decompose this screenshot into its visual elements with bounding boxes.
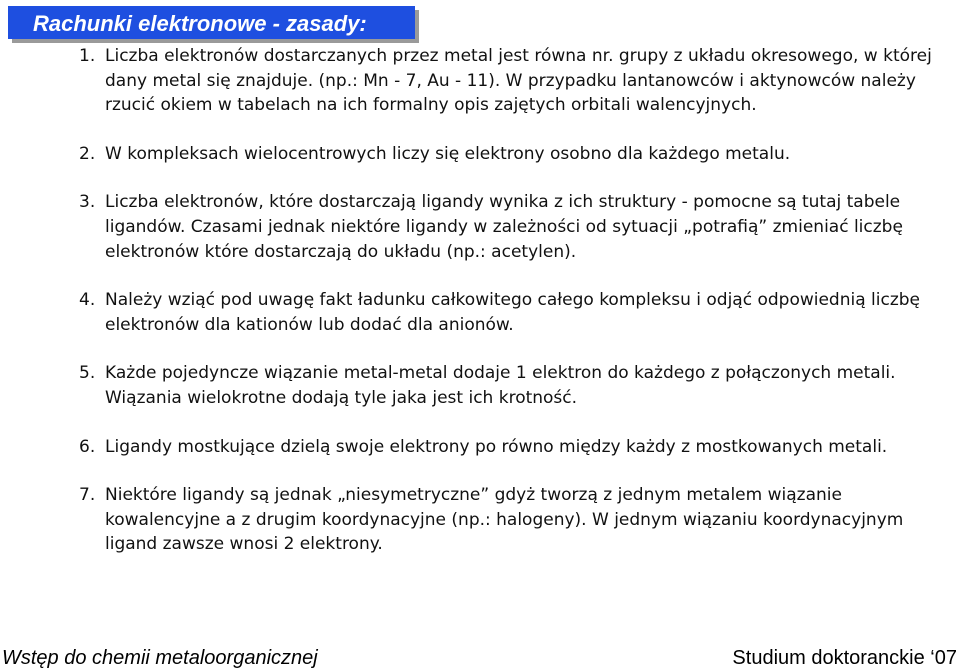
rule-text: Każde pojedyncze wiązanie metal-metal dodaje 1 elektron do każdego z połączonych metali. Wiązania wielokrotne dodają tyle jaka jest ich krotność. [105,363,896,408]
rule-number: 1. [79,46,96,66]
footer-program-name: Studium doktoranckie ‘07 [732,647,957,669]
rules-list [79,44,934,557]
rule-number: 4. [79,290,96,311]
rule-item [79,142,934,167]
slide-title: Rachunki elektronowe - zasady: [33,11,367,36]
rule-item [79,44,934,118]
rule-number: 2. [79,143,96,164]
footer-course-name: Wstęp do chemii metaloorganicznej [2,647,318,669]
rule-text: Liczba elektronów, które dostarczają ligandy wynika z ich struktury - pomocne są tutaj tabele ligandów. Czasami jednak niektóre ligandy w zależności od sytuacji „potrafią” zmieniać liczbę elektronów które dostarczają do układu (np.: acetylen). [105,192,903,262]
rule-text: Liczba elektronów dostarczanych przez metal jest równa nr. grupy z układu okresowego, w której dany metal się znajduje. (np.: Mn - 7, Au - 11). W przypadku lantanowców i aktynowców należy rzucić okiem w tabelach na ich formalny opis zajętych orbitali walencyjnych. [105,46,932,116]
rule-item [79,288,934,337]
rule-number: 6. [79,436,96,457]
rule-text: W kompleksach wielocentrowych liczy się elektrony osobno dla każdego metalu. [105,143,791,164]
rule-item [79,435,934,460]
slide-title-bar [8,6,415,39]
rule-text: Należy wziąć pod uwagę fakt ładunku całkowitego całego kompleksu i odjąć odpowiednią liczbę elektronów dla kationów lub dodać dla anionów. [105,290,921,335]
rule-number: 5. [79,363,96,384]
rule-text: Niektóre ligandy są jednak „niesymetryczne” gdyż tworzą z jednym metalem wiązanie kowalencyjne a z drugim koordynacyjne (np.: halogeny). W jednym wiązaniu koordynacyjnym ligand zawsze wnosi 2 elektrony. [105,485,904,555]
rule-number: 3. [79,192,96,213]
rule-item [79,190,934,264]
rule-number: 7. [79,485,96,506]
rule-item [79,483,934,557]
rule-text: Ligandy mostkujące dzielą swoje elektrony po równo między każdy z mostkowanych metali. [105,436,888,457]
rule-item [79,361,934,410]
